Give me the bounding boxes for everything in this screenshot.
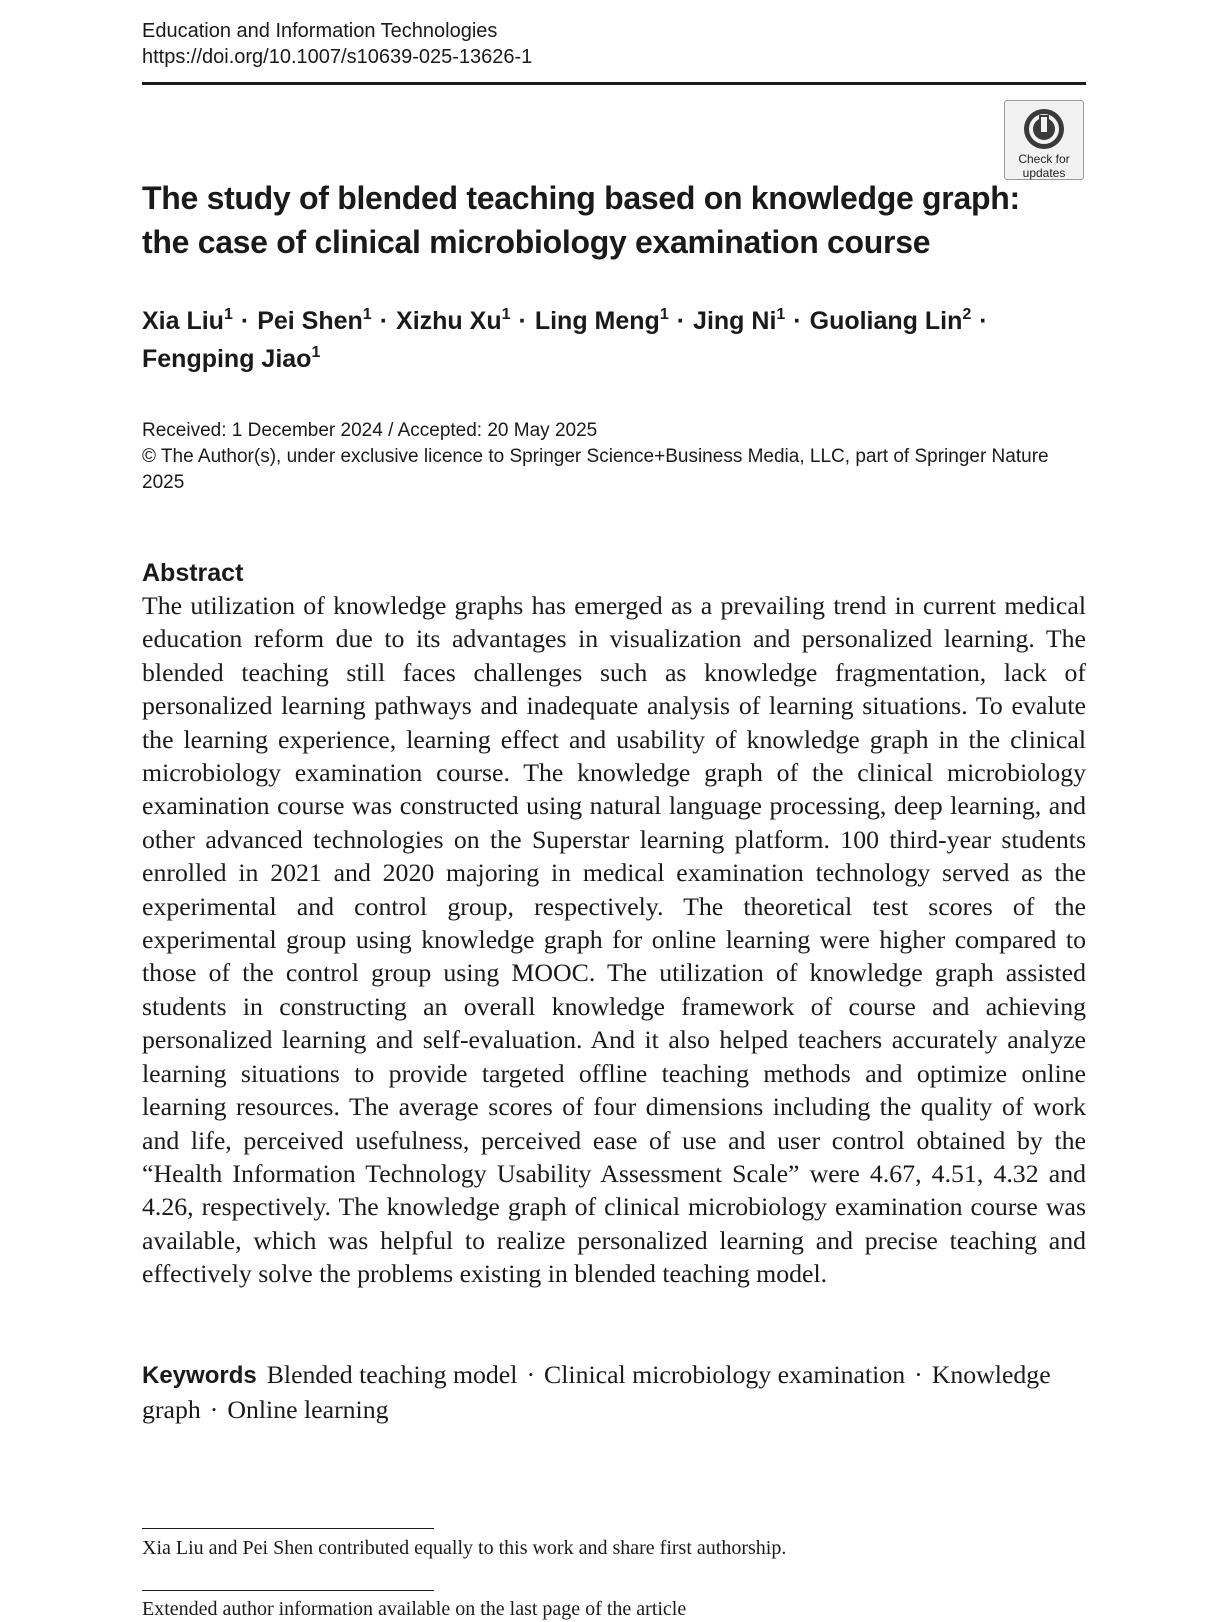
keyword-item: Blended teaching model [266,1360,518,1389]
footnote-equal-contribution: Xia Liu and Pei Shen contributed equally to this work and share first authorship. [142,1537,787,1559]
author-separator: · [240,307,250,335]
author-separator: · [518,307,527,335]
author-name[interactable]: Guoliang Lin [809,307,963,335]
abstract-heading: Abstract [142,559,244,587]
check-for-updates-badge[interactable] [1004,100,1084,180]
author-separator: · [676,307,686,335]
footnote-rule [142,1590,434,1591]
journal-name: Education and Information Technologies [142,20,498,42]
keyword-separator: · [526,1360,536,1389]
author-affiliation-marker: 1 [362,306,372,323]
author-name[interactable]: Fengping Jiao [142,345,312,373]
keywords-section [142,1358,1086,1427]
badge-label-line2: updates [1022,166,1066,180]
author-name[interactable]: Xizhu Xu [396,307,502,335]
check-for-updates-icon [1022,107,1066,151]
author-list [142,302,1042,378]
keywords-label: Keywords [142,1362,257,1389]
doi-link[interactable]: https://doi.org/10.1007/s10639-025-13626-1 [142,46,533,68]
author-separator: · [379,307,389,335]
author-separator: · [979,307,988,335]
author-separator: · [793,307,802,335]
author-name[interactable]: Pei Shen [257,307,363,335]
author-affiliation-marker: 1 [776,306,786,323]
author-affiliation-marker: 1 [223,306,233,323]
keyword-separator: · [914,1360,923,1389]
author-affiliation-marker: 1 [659,306,669,323]
header-rule [142,82,1086,85]
author-affiliation-marker: 1 [311,344,321,361]
footnote-extended-info: Extended author information available on the last page of the article [142,1598,687,1620]
abstract-text: The utilization of knowledge graphs has emerged as a prevailing trend in current medical education reform due to its advantages in visualization and personalized learning. The blended teaching still faces challenges such as knowledge fragmentation, lack of personalized learning pathways and inadequate analysis of learning situations. To evalute the learning experience, learning effect and usability of knowledge graph in the clinical microbiology examination course. The knowledge graph of the clinical microbiology examination course was constructed using natural language processing, deep learning, and other advanced technologies on the Superstar learning platform. 100 third-year students enrolled in 2021 and 2020 majoring in medical examination technology served as the experimental and control group, respectively. The theoretical test scores of the experimental group using knowledge graph for online learning were higher compared to those of the control group using MOOC. The utilization of knowledge graph assisted students in constructing an overall knowledge framework of course and achieving personalized learning and self-evaluation. And it also helped teachers accurately analyze learning situations to provide targeted offline teaching methods and optimize online learning resources. The average scores of four dimensions including the quality of work and life, perceived usefulness, perceived ease of use and user control obtained by the “Health Information Technology Usability Assessment Scale” were 4.67, 4.51, 4.32 and 4.26, respectively. The knowledge graph of clinical microbiology examination course was available, which was helpful to realize personalized learning and precise teaching and effectively solve the problems existing in blended teaching model. [142,591,1086,1289]
author-affiliation-marker: 2 [962,306,972,323]
author-name[interactable]: Jing Ni [693,307,777,335]
keyword-item: Clinical microbiology examination [544,1360,906,1389]
copyright-notice: © The Author(s), under exclusive licence to Springer Science+Business Media, LLC, part of Springer Nature 2025 [142,446,1049,493]
keyword-separator: · [209,1395,219,1424]
footnote-rule [142,1528,434,1529]
author-name[interactable]: Ling Meng [534,307,660,335]
author-affiliation-marker: 1 [501,306,511,323]
received-accepted-dates: Received: 1 December 2024 / Accepted: 20 May 2025 [142,420,598,441]
badge-label-line1: Check for [1018,152,1070,166]
keyword-item: Online learning [227,1395,389,1424]
article-title: The study of blended teaching based on knowledge graph: the case of clinical microbiology examination course [142,180,1020,260]
keyword-list [142,1360,1051,1424]
author-name[interactable]: Xia Liu [142,307,224,335]
keyword-item: Knowledge graph [142,1360,1051,1424]
